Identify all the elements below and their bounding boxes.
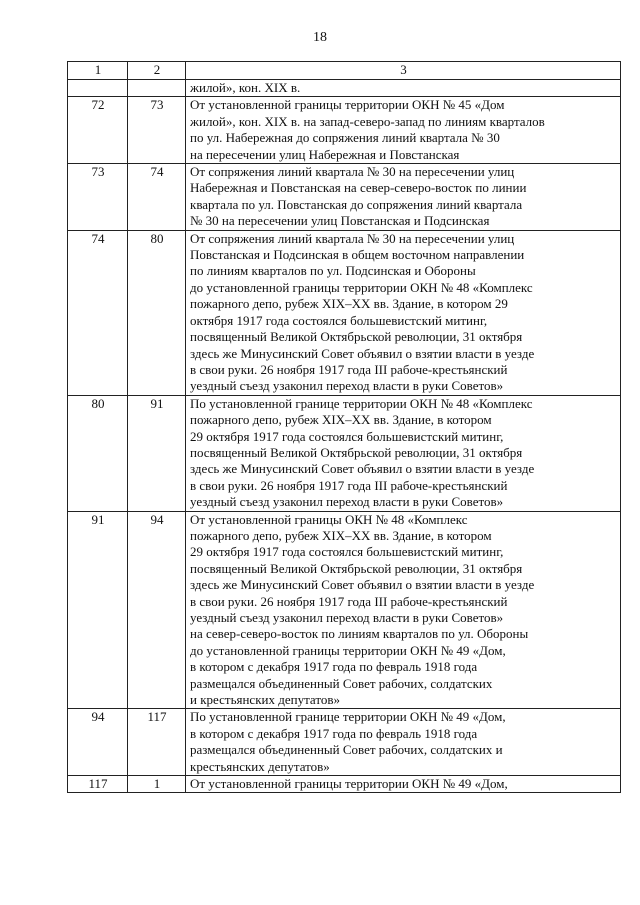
description-line: жилой», кон. XIX в. на запад-северо-запад по линиям кварталов <box>190 113 545 129</box>
row-description <box>186 709 621 776</box>
description-line: здесь же Минусинский Совет объявил о взятии власти в уезде <box>190 345 535 361</box>
row-end-point: 74 <box>128 164 186 231</box>
description-line: пожарного депо, рубеж XIX–XX вв. Здание, в котором <box>190 412 492 428</box>
table-row <box>68 80 621 97</box>
row-end-point: 80 <box>128 230 186 395</box>
description-line: От сопряжения линий квартала № 30 на пересечении улиц <box>190 164 515 180</box>
row-end-point <box>128 80 186 97</box>
description-line: Набережная и Повстанская на север-северо-восток по линии <box>190 180 527 196</box>
description-line: посвященный Великой Октябрьской революции, 31 октября <box>190 329 523 345</box>
row-end-point: 1 <box>128 776 186 793</box>
row-end-point: 94 <box>128 511 186 709</box>
row-description <box>186 164 621 231</box>
row-start-point: 73 <box>68 164 128 231</box>
description-line: посвященный Великой Октябрьской революции, 31 октября <box>190 444 523 460</box>
description-line: пожарного депо, рубеж XIX–XX вв. Здание, в котором <box>190 527 492 543</box>
description-line: уездный съезд узаконил переход власти в руки Советов» <box>190 378 504 394</box>
header-col-3: 3 <box>186 62 621 80</box>
row-description <box>186 80 621 97</box>
row-start-point <box>68 80 128 97</box>
table-row <box>68 164 621 231</box>
description-line: в свои руки. 26 ноября 1917 года III рабоче-крестьянский <box>190 361 508 377</box>
row-start-point: 72 <box>68 97 128 164</box>
row-description <box>186 395 621 511</box>
table-row <box>68 230 621 395</box>
row-start-point: 74 <box>68 230 128 395</box>
description-line: до установленной границы территории ОКН № 48 «Комплекс <box>190 279 533 295</box>
row-end-point: 91 <box>128 395 186 511</box>
table-row <box>68 395 621 511</box>
description-line: От установленной границы территории ОКН № 49 «Дом, <box>190 776 508 792</box>
table-row <box>68 511 621 709</box>
description-line: квартала по ул. Повстанская до сопряжения линий квартала <box>190 196 523 212</box>
description-line: № 30 на пересечении улиц Повстанская и Подсинская <box>190 213 490 229</box>
description-line: Повстанская и Подсинская в общем восточном направлении <box>190 247 525 263</box>
description-line: По установленной границе территории ОКН № 49 «Дом, <box>190 709 506 725</box>
table-header-row <box>68 62 621 80</box>
description-line: размещался объединенный Совет рабочих, солдатских и <box>190 742 503 758</box>
row-description <box>186 97 621 164</box>
description-line: По установленной границе территории ОКН № 48 «Комплекс <box>190 395 533 411</box>
boundary-points-table <box>67 61 621 793</box>
header-col-2: 2 <box>128 62 186 80</box>
description-line: уездный съезд узаконил переход власти в руки Советов» <box>190 610 504 625</box>
description-line: посвященный Великой Октябрьской революции, 31 октября <box>190 560 523 576</box>
row-description <box>186 511 621 709</box>
description-line: по линиям кварталов по ул. Подсинская и Обороны <box>190 263 476 279</box>
row-start-point: 80 <box>68 395 128 511</box>
description-line: От установленной границы территории ОКН № 45 «Дом <box>190 97 505 113</box>
description-line: до установленной границы территории ОКН № 49 «Дом, <box>190 642 506 658</box>
description-line: по ул. Набережная до сопряжения линий квартала № 30 <box>190 130 500 146</box>
description-line: уездный съезд узаконил переход власти в руки Советов» <box>190 494 504 510</box>
header-col-1: 1 <box>68 62 128 80</box>
description-line: крестьянских депутатов» <box>190 758 330 774</box>
description-line: пожарного депо, рубеж XIX–XX вв. Здание, в котором 29 <box>190 296 508 312</box>
description-line: на север-северо-восток по линиям кварталов по ул. Обороны <box>190 626 529 642</box>
row-start-point: 94 <box>68 709 128 776</box>
description-line: и крестьянских депутатов» <box>190 692 340 708</box>
row-start-point: 91 <box>68 511 128 709</box>
row-description <box>186 230 621 395</box>
table-row <box>68 776 621 793</box>
table-row <box>68 97 621 164</box>
description-line: на пересечении улиц Набережная и Повстанская <box>190 146 460 162</box>
table-row <box>68 709 621 776</box>
description-line: в свои руки. 26 ноября 1917 года III рабоче-крестьянский <box>190 593 508 609</box>
description-line: От сопряжения линий квартала № 30 на пересечении улиц <box>190 230 515 246</box>
description-line: октября 1917 года состоялся большевистский митинг, <box>190 312 488 328</box>
description-line: жилой», кон. XIX в. <box>190 80 301 95</box>
description-line: здесь же Минусинский Совет объявил о взятии власти в уезде <box>190 577 535 593</box>
description-line: 29 октября 1917 года состоялся большевистский митинг, <box>190 544 504 560</box>
row-end-point: 73 <box>128 97 186 164</box>
description-line: в свои руки. 26 ноября 1917 года III рабоче-крестьянский <box>190 477 508 493</box>
description-line: размещался объединенный Совет рабочих, солдатских <box>190 675 493 691</box>
page-number: 18 <box>313 30 327 45</box>
description-line: в котором с декабря 1917 года по февраль 1918 года <box>190 659 478 675</box>
description-line: в котором с декабря 1917 года по февраль 1918 года <box>190 725 478 741</box>
row-description <box>186 776 621 793</box>
description-line: От установленной границы ОКН № 48 «Комплекс <box>190 511 468 527</box>
description-line: 29 октября 1917 года состоялся большевистский митинг, <box>190 428 504 444</box>
row-start-point: 117 <box>68 776 128 793</box>
description-line: здесь же Минусинский Совет объявил о взятии власти в уезде <box>190 461 535 477</box>
row-end-point: 117 <box>128 709 186 776</box>
